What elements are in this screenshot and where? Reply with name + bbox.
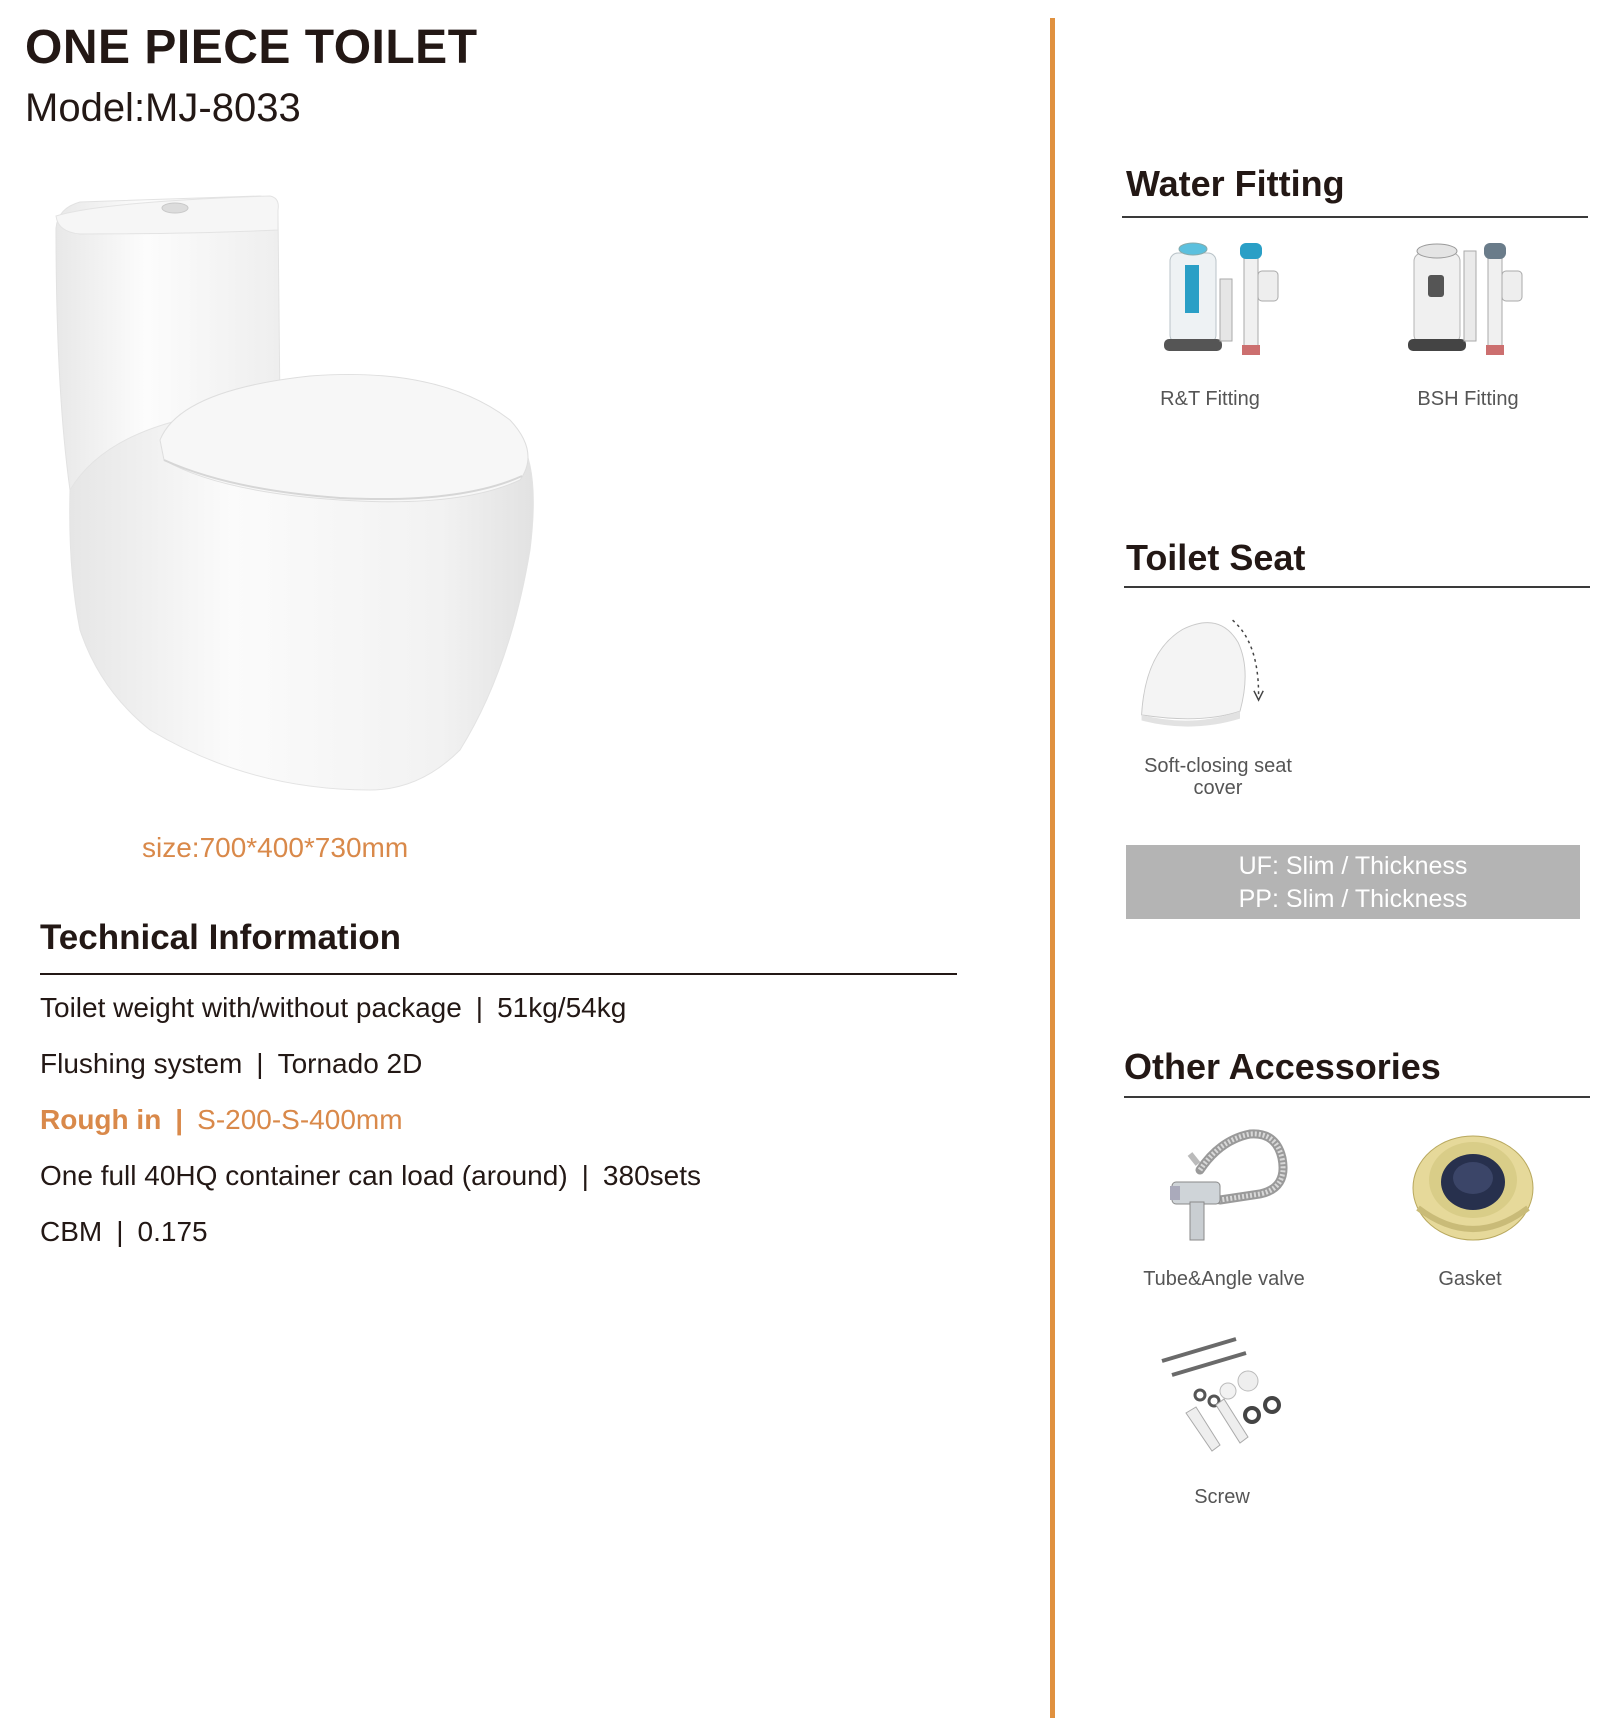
spec-separator: |	[116, 1216, 124, 1247]
spec-value: 380sets	[602, 1160, 701, 1191]
valve-icon	[1160, 1120, 1290, 1250]
valve-caption: Tube&Angle valve	[1143, 1268, 1305, 1290]
seat-cover-icon	[1136, 610, 1266, 740]
technical-information-heading: Technical Information	[40, 918, 402, 957]
product-size: size:700*400*730mm	[142, 832, 409, 863]
seat-cover-caption: Soft-closing seat cover	[1144, 755, 1292, 800]
other-accessories-divider	[1124, 1096, 1590, 1098]
spec-value: 51kg/54kg	[497, 992, 627, 1023]
spec-label: Rough in	[40, 1104, 162, 1135]
fitting-icon	[1404, 235, 1534, 365]
spec-label: CBM	[40, 1216, 103, 1247]
gasket-icon	[1408, 1120, 1538, 1250]
spec-row-container	[40, 1160, 701, 1192]
spec-separator: |	[256, 1048, 264, 1079]
page-title: ONE PIECE TOILET	[25, 21, 478, 74]
spec-row-flushing	[40, 1048, 422, 1080]
water-fitting-heading: Water Fitting	[1126, 163, 1345, 204]
spec-label: One full 40HQ container can load (around)	[40, 1160, 568, 1191]
screw-icon	[1156, 1335, 1286, 1465]
toilet-seat-heading: Toilet Seat	[1126, 537, 1306, 578]
one-piece-toilet-image	[40, 190, 560, 800]
spec-value: 0.175	[137, 1216, 208, 1247]
seat-material-line: PP: Slim / Thickness	[1238, 885, 1468, 913]
fitting-icon	[1160, 235, 1290, 365]
technical-divider	[40, 973, 957, 975]
spec-row-weight	[40, 992, 626, 1024]
fitting-caption: R&T Fitting	[1160, 388, 1260, 410]
toilet-seat-divider	[1124, 586, 1590, 588]
spec-separator: |	[581, 1160, 589, 1191]
spec-label: Toilet weight with/without package	[40, 992, 462, 1023]
spec-label: Flushing system	[40, 1048, 243, 1079]
spec-row-rough-in	[40, 1104, 403, 1136]
water-fitting-divider	[1122, 216, 1588, 218]
spec-separator: |	[175, 1104, 184, 1135]
spec-value: S-200-S-400mm	[197, 1104, 403, 1135]
spec-row-cbm	[40, 1216, 208, 1248]
spec-value: Tornado 2D	[277, 1048, 423, 1079]
fitting-caption: BSH Fitting	[1417, 388, 1519, 410]
spec-separator: |	[475, 992, 484, 1023]
seat-material-box	[1126, 845, 1580, 919]
other-accessories-heading: Other Accessories	[1124, 1046, 1441, 1087]
screw-caption: Screw	[1194, 1486, 1250, 1508]
column-divider	[1050, 18, 1055, 1718]
model-number: Model:MJ-8033	[25, 86, 301, 130]
seat-material-line: UF: Slim / Thickness	[1238, 852, 1468, 880]
gasket-caption: Gasket	[1438, 1268, 1502, 1290]
